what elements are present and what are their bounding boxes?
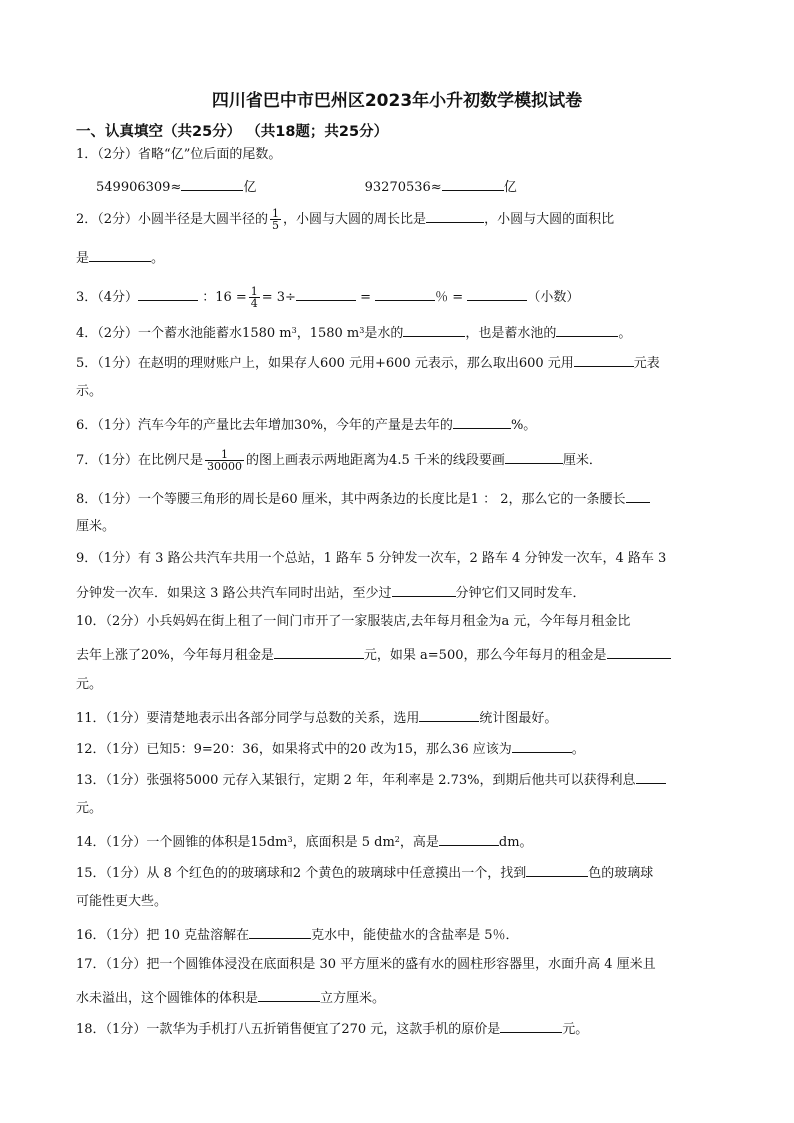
answer-blank[interactable] bbox=[512, 738, 572, 753]
answer-blank[interactable] bbox=[636, 769, 666, 784]
answer-blank[interactable] bbox=[574, 352, 634, 367]
section-heading: 一、认真填空（共25分） （共18题；共25分） bbox=[76, 124, 389, 140]
answer-blank[interactable] bbox=[426, 208, 484, 223]
answer-blank[interactable] bbox=[505, 449, 563, 464]
answer-blank[interactable] bbox=[500, 1018, 562, 1033]
question-5: 5．（1分）在赵明的理财账户上，如果存人600 元用+600 元表示，那么取出600 元用 元表 bbox=[76, 352, 726, 373]
question-5-line-2: 示。 bbox=[76, 384, 103, 399]
question-9-line-2: 分钟发一次车．如果这 3 路公共汽车同时出站，至少过 分钟它们又同时发车． bbox=[76, 582, 726, 603]
answer-blank[interactable] bbox=[138, 286, 198, 301]
question-10-line-2: 去年上涨了20%，今年每月租金是 元，如果 a=500，那么今年每月的租金是 bbox=[76, 644, 726, 665]
answer-blank[interactable] bbox=[626, 488, 650, 503]
answer-blank[interactable] bbox=[439, 831, 499, 846]
question-17: 17．（1分）把一个圆锥体浸没在底面积是 30 平方厘米的盛有水的圆柱形容器里，水面升高 4 厘米且 bbox=[76, 957, 656, 972]
question-17-line-2: 水未溢出，这个圆锥体的体积是 立方厘米。 bbox=[76, 987, 726, 1008]
question-8-line-2: 厘米。 bbox=[76, 519, 116, 534]
answer-blank[interactable] bbox=[258, 987, 320, 1002]
question-7: 7．（1分）在比例尺是 $\frac{1}{30000}$ 的图上画表示两地距离为4.5 千米的线段要画 厘米． bbox=[76, 448, 602, 473]
answer-blank[interactable] bbox=[442, 176, 504, 191]
question-16: 16．（1分）把 10 克盐溶解在 克水中，能使盐水的含盐率是 5％． bbox=[76, 924, 726, 945]
question-15: 15．（1分）从 8 个红色的的玻璃球和2 个黄色的玻璃球中任意摸出一个，找到 色的玻璃球 bbox=[76, 862, 726, 883]
fraction: $\frac{1}{5}$ bbox=[272, 207, 280, 232]
answer-blank[interactable] bbox=[556, 322, 618, 337]
answer-blank[interactable] bbox=[526, 862, 588, 877]
question-9: 9．（1分）有 3 路公共汽车共用一个总站，1 路车 5 分钟发一次车，2 路车 4 分钟发一次车，4 路车 3 bbox=[76, 551, 667, 566]
question-1: 1．（2分）省略“亿”位后面的尾数。 bbox=[76, 147, 282, 162]
answer-blank[interactable] bbox=[467, 286, 527, 301]
page-title: 四川省巴中市巴州区2023年小升初数学模拟试卷 bbox=[211, 91, 583, 111]
question-2: 2．（2分）小圆半径是大圆半径的 $\frac{1}{5}$ ，小圆与大圆的周长比是 ，小圆与大圆的面积比 bbox=[76, 207, 615, 232]
question-12: 12．（1分）已知5：9=20：36，如果将式中的20 改为15，那么36 应该为 。 bbox=[76, 738, 726, 759]
question-11: 11．（1分）要清楚地表示出各部分同学与总数的关系，选用 统计图最好。 bbox=[76, 707, 726, 728]
question-1-answers: 549906309≈ 亿 93270536≈ 亿 bbox=[96, 176, 746, 197]
answer-blank[interactable] bbox=[296, 286, 356, 301]
answer-blank[interactable] bbox=[249, 924, 311, 939]
answer-blank[interactable] bbox=[392, 582, 456, 597]
question-13: 13．（1分）张强将5000 元存入某银行，定期 2 年，年利率是 2.73%，到期后他共可以获得利息 bbox=[76, 769, 726, 790]
answer-blank[interactable] bbox=[607, 644, 671, 659]
fraction: $\frac{1}{4}$ bbox=[250, 285, 258, 310]
answer-blank[interactable] bbox=[181, 176, 243, 191]
question-15-line-2: 可能性更大些。 bbox=[76, 894, 168, 909]
answer-blank[interactable] bbox=[419, 707, 479, 722]
answer-blank[interactable] bbox=[89, 247, 151, 262]
question-2-line-2: 是 。 bbox=[76, 247, 726, 268]
fraction: $\frac{1}{30000}$ bbox=[207, 448, 243, 473]
question-18: 18．（1分）一款华为手机打八五折销售便宜了270 元，这款手机的原价是 元。 bbox=[76, 1018, 726, 1039]
question-3: 3．（4分） ：16 = $\frac{1}{4}$ = 3÷ = ％ = （小数） bbox=[76, 285, 580, 310]
question-8: 8．（1分）一个等腰三角形的周长是60 厘米，其中两条边的长度比是1 ： 2，那么它的一条腰长 bbox=[76, 488, 726, 509]
answer-blank[interactable] bbox=[403, 322, 465, 337]
answer-blank[interactable] bbox=[453, 414, 511, 429]
question-13-line-2: 元。 bbox=[76, 801, 103, 816]
answer-blank[interactable] bbox=[375, 286, 435, 301]
question-14: 14．（1分）一个圆锥的体积是$15dm^3$，底面积是 5 $dm^2$，高是 dm。 bbox=[76, 831, 726, 852]
question-4: 4．（2分）一个蓄水池能蓄水1580 $m^3$，1580 $m^3$是水的 ，也是蓄水池的 。 bbox=[76, 322, 726, 343]
question-6: 6．（1分）汽车今年的产量比去年增加30%，今年的产量是去年的 %。 bbox=[76, 414, 726, 435]
question-10-line-3: 元。 bbox=[76, 677, 103, 692]
question-10: 10．（2分）小兵妈妈在街上租了一间门市开了一家服装店,去年每月租金为a 元，今年每月租金比 bbox=[76, 614, 631, 629]
answer-blank[interactable] bbox=[274, 644, 364, 659]
